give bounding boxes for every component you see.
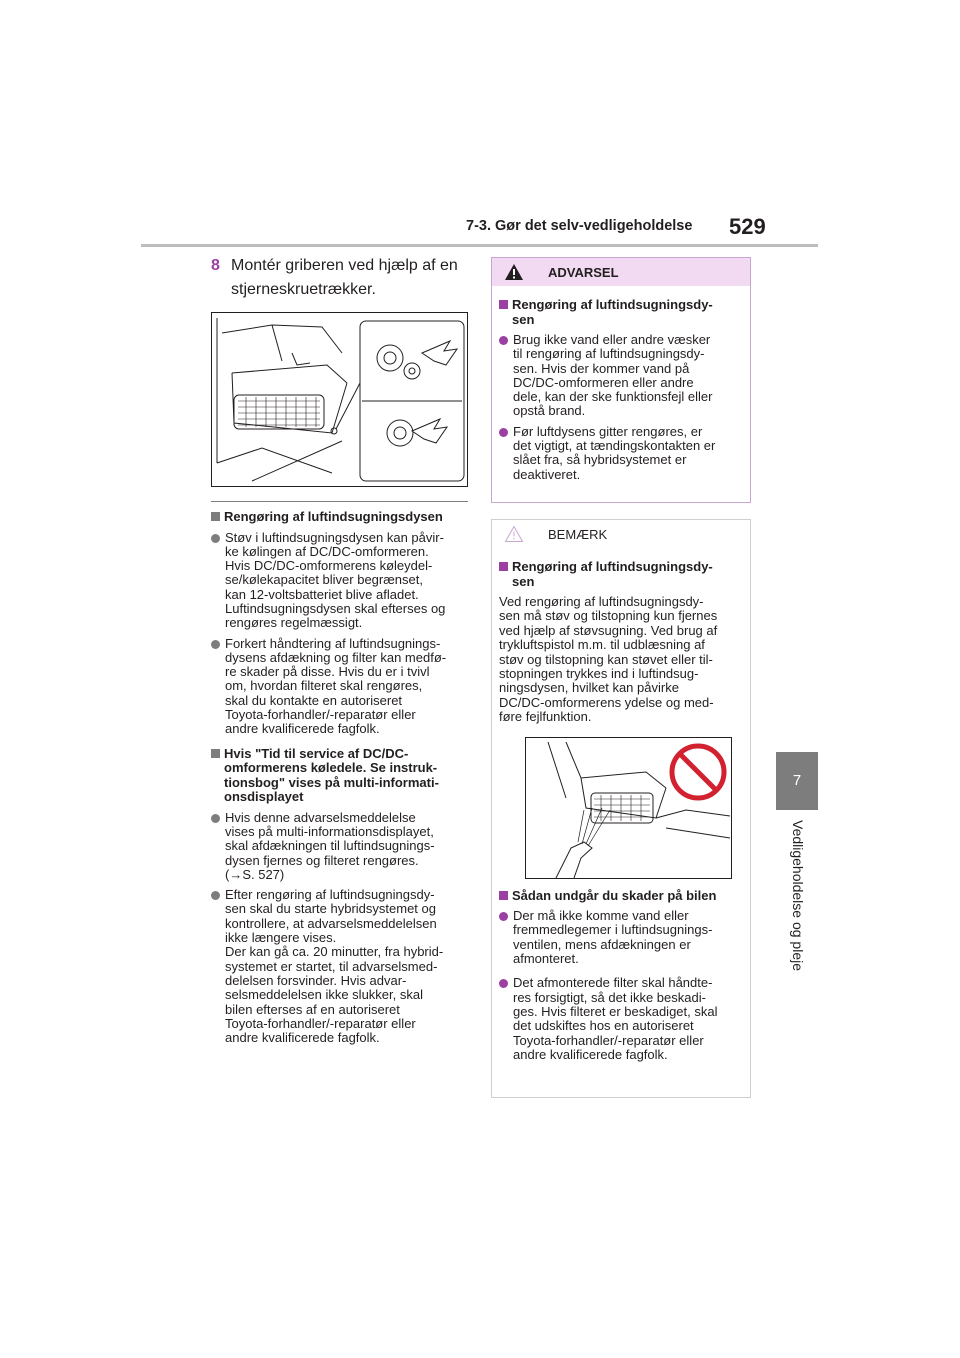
square-bullet (211, 749, 220, 758)
section-heading (211, 510, 468, 525)
step-text: Montér griberen ved hjælp af en stjerneskruetrækker. (231, 257, 458, 298)
bullet-text: Hvis denne advarselsmeddelelse vises på multi-informationsdisplayet, skal afdækningen til luftindsugnings- dysen fjernes og filteret rengøres. (→S. 527) (225, 809, 435, 882)
round-bullet (499, 428, 508, 437)
bullet-text: Brug ikke vand eller andre væsker til rengøring af luftindsugningsdy- sen. Hvis der kommer vand på DC/DC-omformeren eller andre dele, kan der ske funktionsfejl eller opstå brand. (513, 332, 713, 419)
warning-box (491, 257, 751, 503)
header-rule (141, 244, 818, 247)
bullet-item (211, 811, 468, 882)
page-number: 529 (729, 214, 766, 239)
notice-bullet (499, 976, 744, 1062)
step-number: 8 (211, 257, 220, 274)
section-heading-text: Hvis "Tid til service af DC/DC- omformerens køledele. Se instruk- tionsbog" vises på multi-informati- onsdisplayet (224, 745, 439, 805)
warning-bullet (499, 425, 744, 482)
warning-header (492, 258, 750, 286)
warning-body (492, 286, 750, 482)
warning-bullet (499, 333, 744, 419)
round-bullet (211, 534, 220, 543)
bullet-text: Efter rengøring af luftindsugningsdy- sen skal du starte hybridsystemet og kontrollere, at advarselsmeddelelsen ikke længere vises. Der kan gå ca. 20 minutter, fra hybrid- systemet er startet, til advarselsmed- delelsen forsvinder. Hvis advar- selsmeddelelsen ikke slukker, skal bilen efterses af en autoriseret Toyota-forhandler/-reparatør eller andre kvalificerede fagfolk. (225, 887, 444, 1046)
bullet-text: Der må ikke komme vand eller fremmedlegemer i luftindsugnings- ventilen, mens afdækningen er afmonteret. (513, 908, 713, 967)
bullet-item (211, 531, 468, 631)
round-bullet (499, 912, 508, 921)
notice-heading-2-text: Sådan undgår du skader på bilen (512, 887, 717, 903)
notice-heading (499, 560, 744, 589)
square-bullet (499, 891, 508, 900)
bullet-text: Det afmonterede filter skal håndte- res forsigtigt, så det ikke beskadi- ges. Hvis filteret er beskadiget, skal det udskiftes hos en autoriseret Toyota-forhandler/-reparatør eller andre kvalificerede fagfolk. (513, 975, 718, 1062)
round-bullet (211, 891, 220, 900)
square-bullet (499, 300, 508, 309)
warning-triangle-icon (504, 263, 524, 281)
section-air-intake-cleaning (211, 501, 468, 737)
round-bullet (211, 814, 220, 823)
left-column (211, 254, 468, 1045)
page-header-section: 7-3. Gør det selv-vedligeholdelse (466, 218, 693, 234)
notice-bullet (499, 909, 744, 966)
round-bullet (211, 640, 220, 649)
section-service-message (211, 747, 468, 1046)
figure-gripper-install (211, 312, 468, 487)
figure-no-compressed-air (525, 737, 732, 879)
warning-label: ADVARSEL (548, 264, 619, 280)
step-8 (211, 254, 468, 302)
chapter-tab: 7 (776, 752, 818, 810)
notice-label: BEMÆRK (548, 526, 608, 542)
notice-header (492, 520, 750, 548)
section-heading-text: Rengøring af luftindsugningsdysen (224, 509, 443, 524)
bullet-item (211, 637, 468, 737)
section-heading (211, 747, 468, 805)
chapter-title-text: Vedligeholdelse og pleje (790, 820, 806, 972)
round-bullet (499, 979, 508, 988)
notice-paragraph: Ved rengøring af luftindsugningsdy- sen må støv og tilstopning kun fjernes ved hjælp af støvsugning. Ved brug af trykluftspistol m.m. til udblæsning af støv og tilstopning kan støvet eller til- stopningen trykkes ind i luftindsug- ningsdysen, hvilket kan påvirke DC/DC-omformerens ydelse og med- føre fejlfunktion. (499, 594, 718, 725)
warning-heading-text: Rengøring af luftindsugningsdy- sen (512, 297, 713, 327)
warning-heading (499, 298, 744, 327)
bullet-item (211, 888, 468, 1045)
notice-body (492, 548, 750, 1062)
square-bullet (499, 562, 508, 571)
bullet-text: Støv i luftindsugningsdysen kan påvir- ke kølingen af DC/DC-omformeren. Hvis DC/DC-omformerens køleydel- se/kølekapacitet bliver begrænset, kan 12-voltsbatteriet blive afladet. Luftindsugningsdysen skal efterses og rengøres regelmæssigt. (225, 529, 446, 631)
round-bullet (499, 336, 508, 345)
notice-triangle-icon (504, 525, 524, 543)
bullet-text: Forkert håndtering af luftindsugnings- dysens afdækning og filter kan medfø- re skader på disse. Hvis du er i tvivl om, hvordan filteret skal rengøres, skal du kontakte en autoriseret Toyota-forhandler/-reparatør eller andre kvalificerede fagfolk. (225, 635, 447, 737)
notice-box (491, 519, 751, 1098)
notice-heading-2 (499, 889, 744, 904)
notice-heading-text: Rengøring af luftindsugningsdy- sen (512, 559, 713, 589)
bullet-text: Før luftdysens gitter rengøres, er det vigtigt, at tændingskontakten er slået fra, så hybridsystemet er deaktiveret. (513, 423, 716, 482)
square-bullet (211, 512, 220, 521)
chapter-title (786, 820, 810, 1000)
